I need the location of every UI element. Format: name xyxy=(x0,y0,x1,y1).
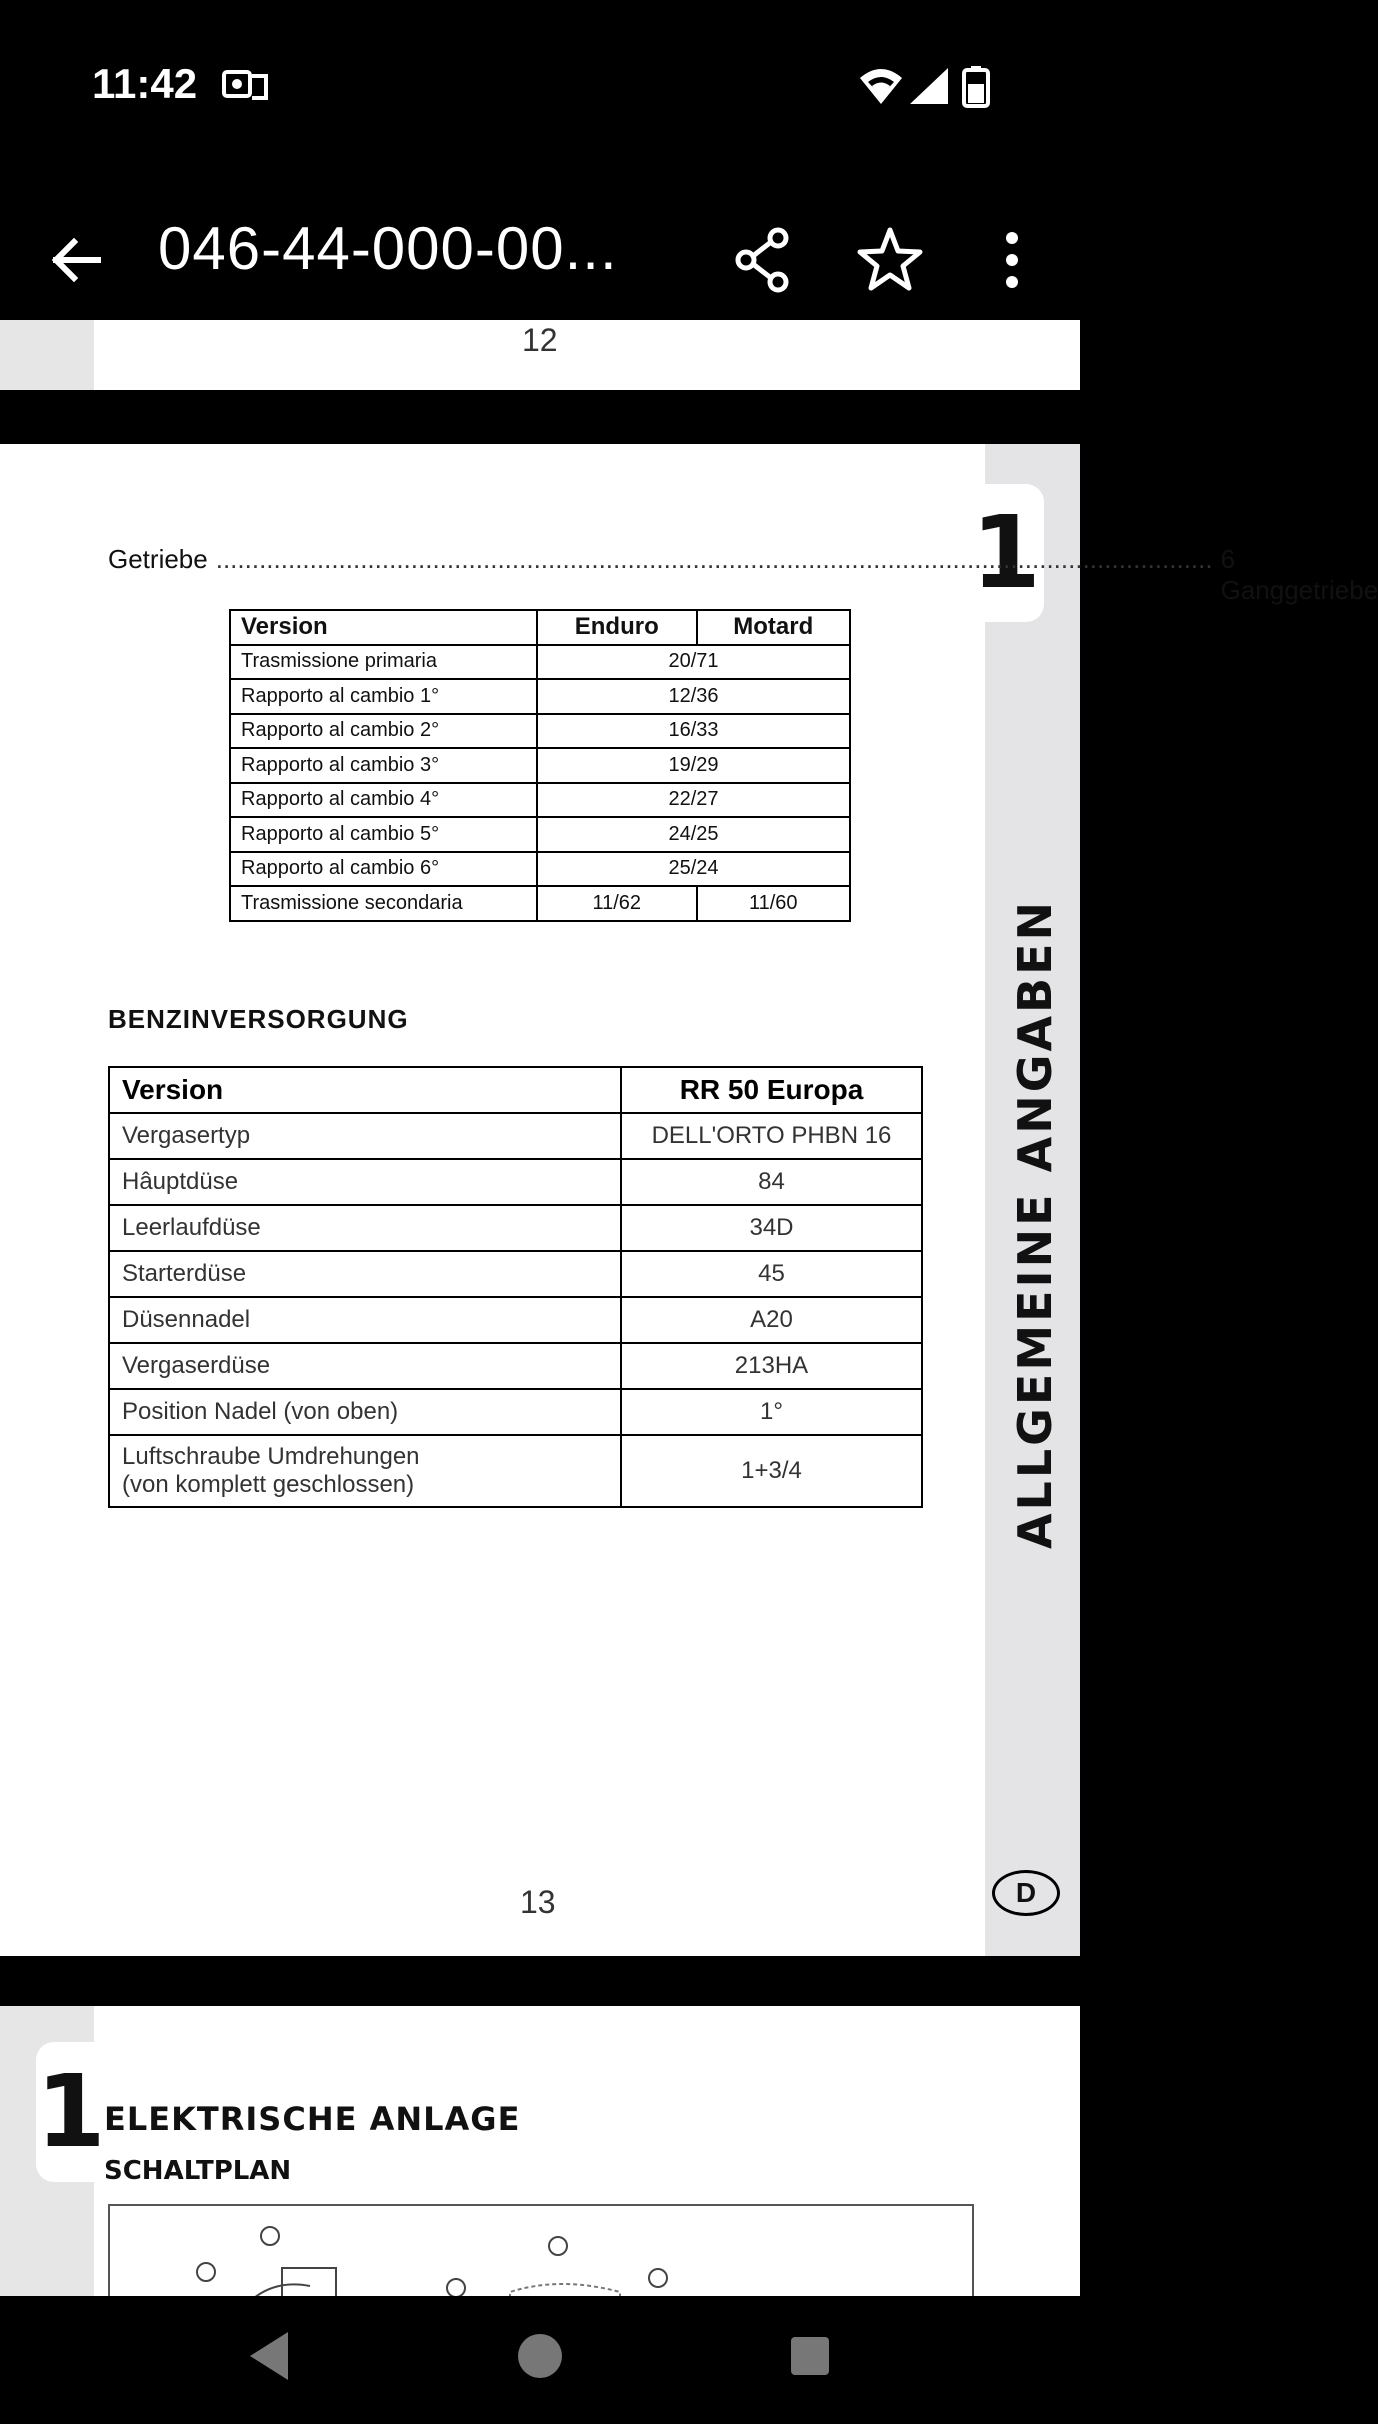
document-title: 046-44-000-00... xyxy=(158,215,618,282)
table-row xyxy=(230,748,850,783)
table-row xyxy=(230,817,850,852)
star-icon[interactable] xyxy=(854,224,926,296)
row-label: Rapporto al cambio 1° xyxy=(230,679,537,714)
gearbox-value: 6 Ganggetriebe xyxy=(1220,544,1378,605)
table-row xyxy=(109,1205,922,1251)
row-value: 24/25 xyxy=(537,817,850,852)
row-label: Rapporto al cambio 5° xyxy=(230,817,537,852)
table-header: Enduro xyxy=(537,610,697,645)
page-margin xyxy=(0,320,94,390)
chapter-number: 1 xyxy=(968,484,1044,622)
nav-recents-icon[interactable] xyxy=(786,2326,834,2386)
table-row xyxy=(109,1435,922,1507)
section-heading: ELEKTRISCHE ANLAGE xyxy=(104,2100,521,2138)
row-value: DELL'ORTO PHBN 16 xyxy=(621,1113,922,1159)
row-value: 34D xyxy=(621,1205,922,1251)
table-row xyxy=(230,886,850,921)
transmission-table xyxy=(229,609,851,922)
table-row xyxy=(109,1113,922,1159)
row-label: Rapporto al cambio 4° xyxy=(230,783,537,818)
signal-icon xyxy=(908,66,950,106)
row-label: Trasmissione secondaria xyxy=(230,886,537,921)
row-label: Trasmissione primaria xyxy=(230,645,537,680)
nav-home-icon[interactable] xyxy=(516,2326,564,2386)
row-value: 20/71 xyxy=(537,645,850,680)
pdf-page-current xyxy=(0,444,1378,1956)
page-number: 12 xyxy=(522,322,558,358)
language-badge: D xyxy=(992,1870,1060,1916)
pdf-viewer[interactable] xyxy=(0,322,1378,2296)
row-label: Leerlaufdüse xyxy=(109,1205,621,1251)
fuel-table xyxy=(108,1066,923,1508)
row-label-line: Luftschraube Umdrehungen xyxy=(122,1443,420,1470)
row-label: Rapporto al cambio 6° xyxy=(230,852,537,887)
table-header: Version xyxy=(230,610,537,645)
row-value: A20 xyxy=(621,1297,922,1343)
table-row xyxy=(109,1343,922,1389)
row-label: Rapporto al cambio 2° xyxy=(230,714,537,749)
share-icon[interactable] xyxy=(728,224,800,296)
section-heading: BENZINVERSORGUNG xyxy=(108,1004,409,1034)
row-value: 45 xyxy=(621,1251,922,1297)
status-bar xyxy=(0,0,1080,180)
row-value: 1° xyxy=(621,1389,922,1435)
table-row xyxy=(230,645,850,680)
notification-icon xyxy=(222,66,268,106)
leader-dots: .......................................................................................................................................... xyxy=(215,544,1213,574)
table-row xyxy=(109,1297,922,1343)
row-value: 22/27 xyxy=(537,783,850,818)
table-row xyxy=(109,1389,922,1435)
more-vert-icon[interactable] xyxy=(976,224,1048,296)
row-label: Vergasertyp xyxy=(109,1113,621,1159)
table-row xyxy=(230,679,850,714)
row-value-enduro: 11/62 xyxy=(537,886,697,921)
navigation-bar xyxy=(0,2296,1080,2424)
battery-icon xyxy=(962,66,990,108)
chapter-number: 1 xyxy=(36,2042,94,2182)
app-bar xyxy=(0,180,1080,340)
table-row xyxy=(230,714,850,749)
table-header-row xyxy=(109,1067,922,1113)
table-row xyxy=(230,852,850,887)
row-value: 19/29 xyxy=(537,748,850,783)
status-time: 11:42 xyxy=(92,60,198,107)
table-header: Version xyxy=(109,1067,621,1113)
nav-back-icon[interactable] xyxy=(246,2326,294,2386)
row-label-line: (von komplett geschlossen) xyxy=(122,1471,415,1498)
row-value: 25/24 xyxy=(537,852,850,887)
gearbox-line xyxy=(108,544,1378,606)
gearbox-label: Getriebe xyxy=(108,544,208,574)
table-row xyxy=(109,1159,922,1205)
wifi-icon xyxy=(858,66,904,106)
row-label: Position Nadel (von oben) xyxy=(109,1389,621,1435)
chapter-label: ALLGEMEINE ANGABEN xyxy=(1008,898,1062,1550)
row-label: Starterdüse xyxy=(109,1251,621,1297)
pdf-page-previous xyxy=(0,320,1080,390)
row-label: Hâuptdüse xyxy=(109,1159,621,1205)
table-row xyxy=(230,783,850,818)
page-number: 13 xyxy=(520,1884,556,1920)
row-label: Düsennadel xyxy=(109,1297,621,1343)
row-value: 213HA xyxy=(621,1343,922,1389)
row-value: 84 xyxy=(621,1159,922,1205)
row-label xyxy=(109,1435,621,1507)
section-subheading: SCHALTPLAN xyxy=(104,2156,292,2186)
arrow-left-icon[interactable] xyxy=(40,224,112,296)
table-header-row xyxy=(230,610,850,645)
table-header: RR 50 Europa xyxy=(621,1067,922,1113)
row-label: Vergaserdüse xyxy=(109,1343,621,1389)
row-value-motard: 11/60 xyxy=(697,886,851,921)
table-row xyxy=(109,1251,922,1297)
table-header: Motard xyxy=(697,610,851,645)
row-value: 12/36 xyxy=(537,679,850,714)
row-value: 16/33 xyxy=(537,714,850,749)
row-value: 1+3/4 xyxy=(621,1435,922,1507)
row-label: Rapporto al cambio 3° xyxy=(230,748,537,783)
